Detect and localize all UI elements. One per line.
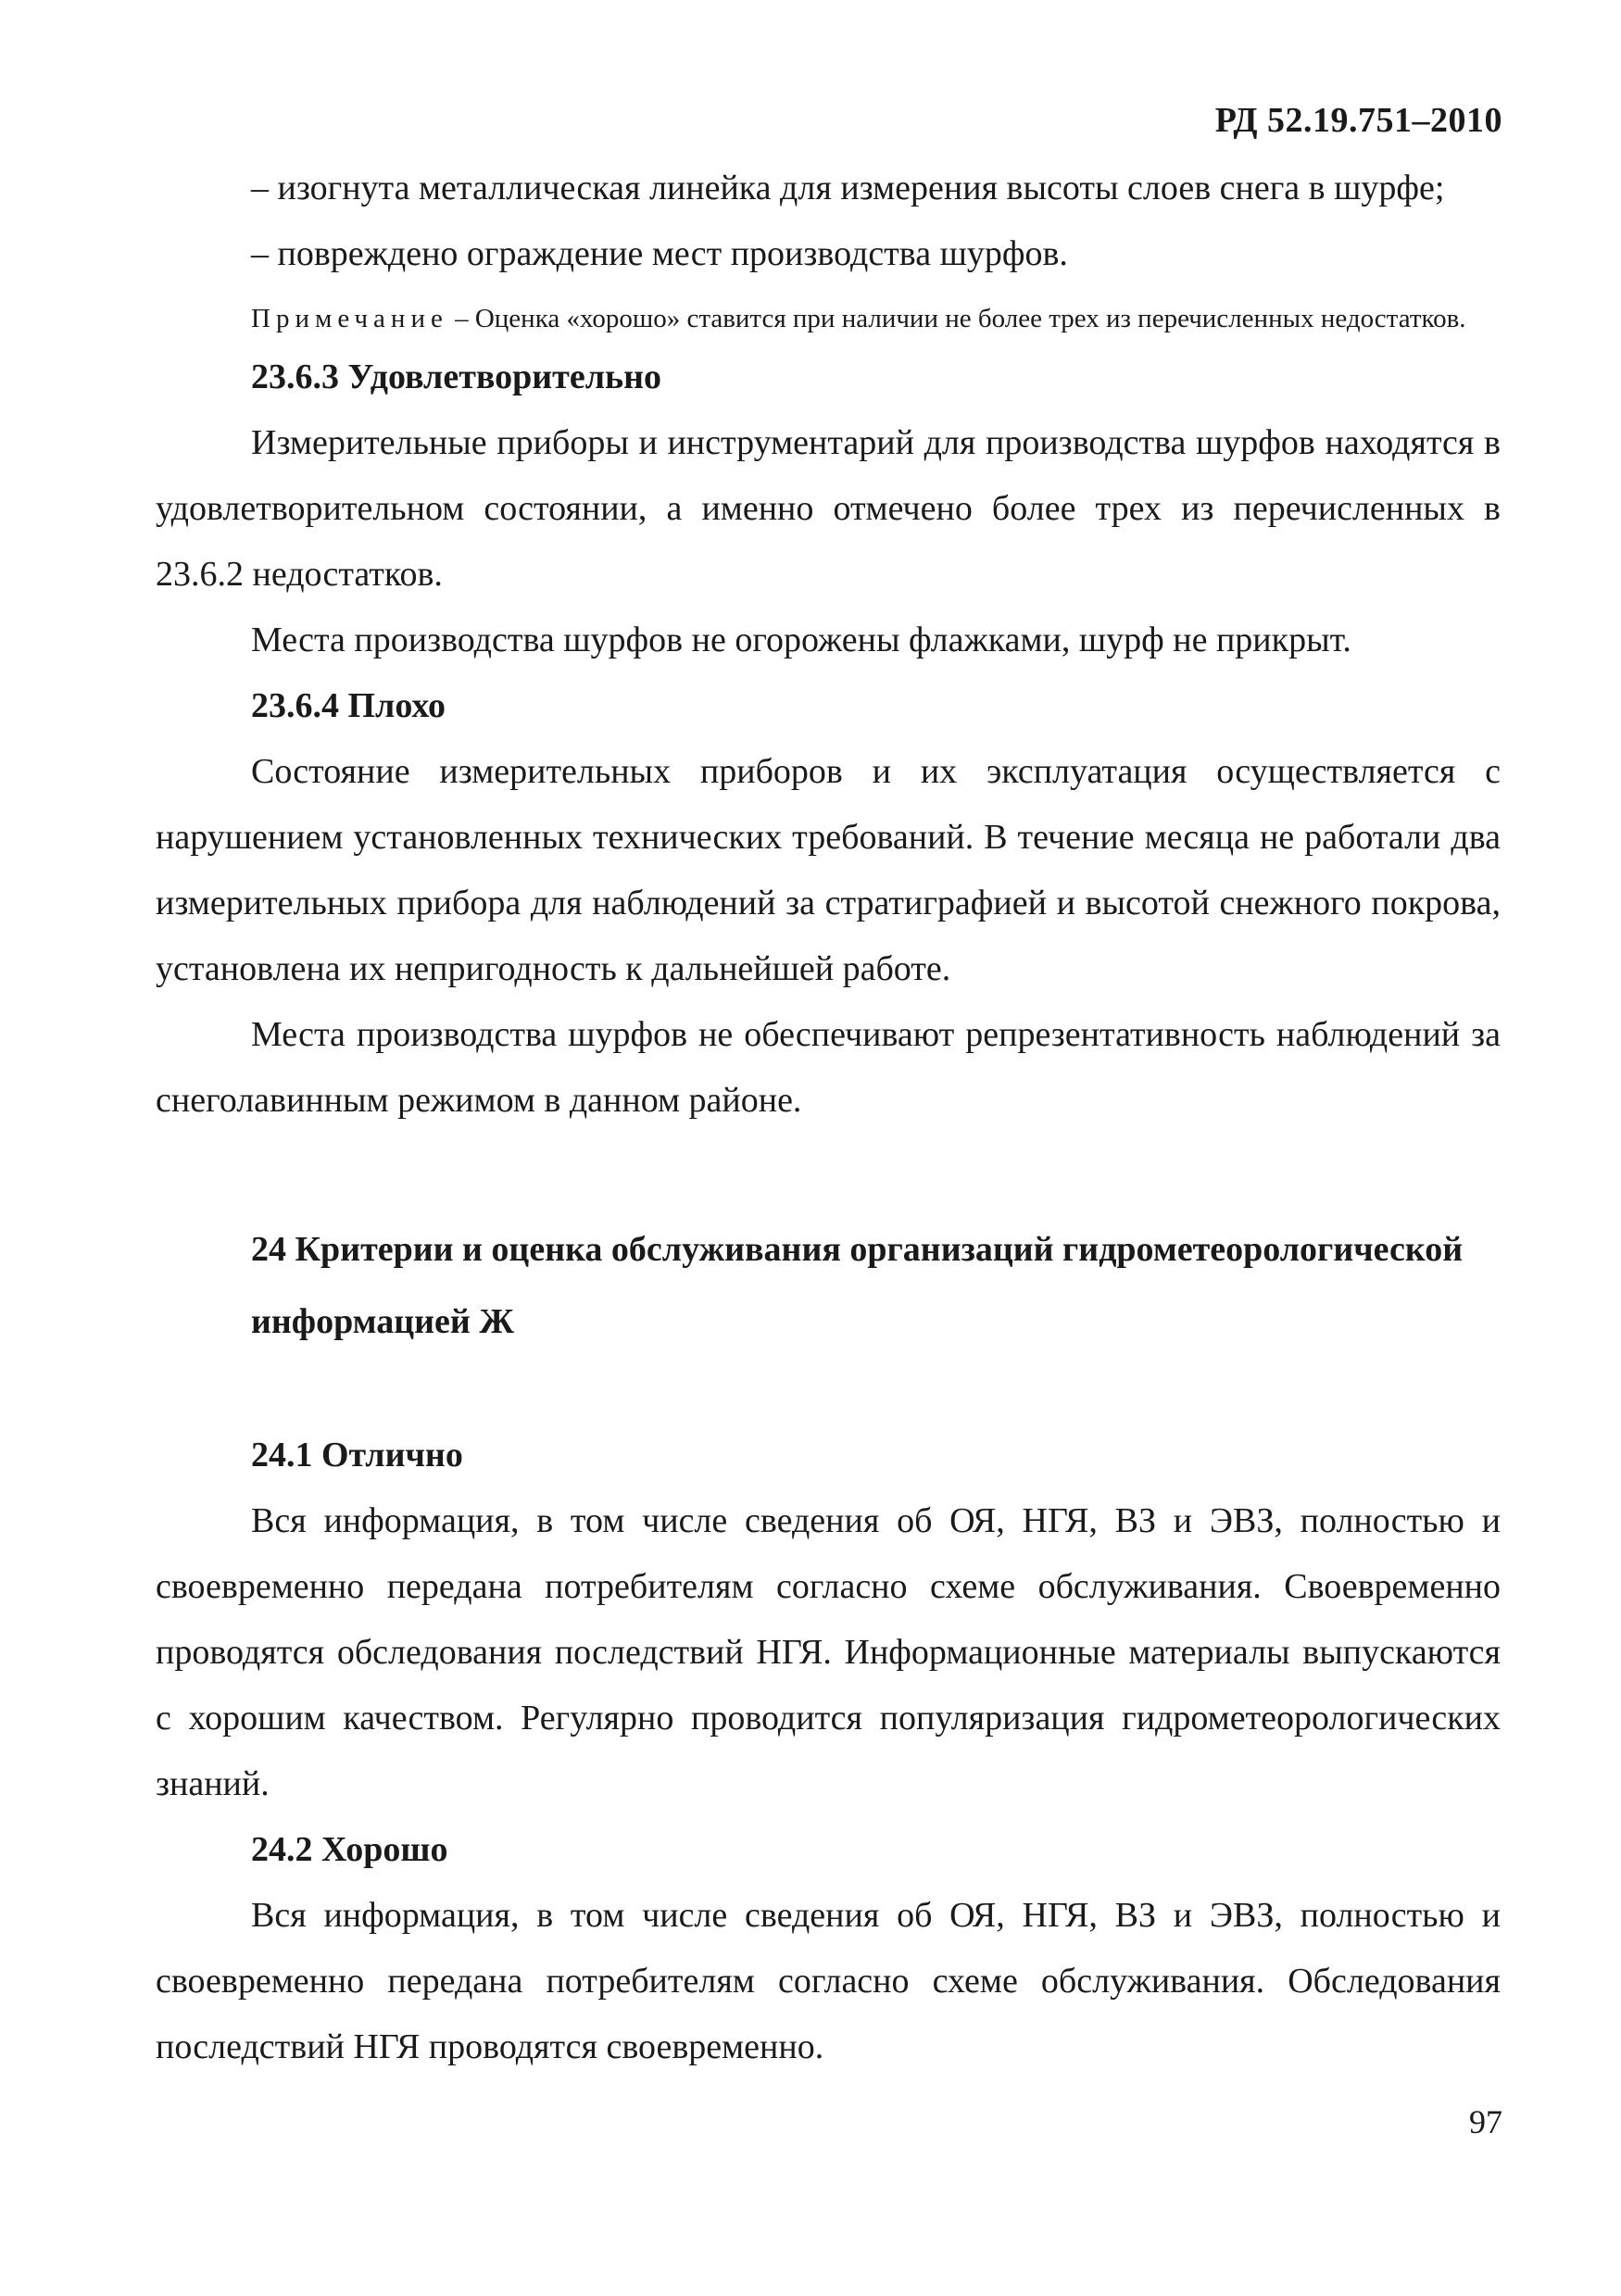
document-code-header: РД 52.19.751–2010 [1214,101,1502,140]
note-label: Примечание [251,304,448,333]
note-paragraph [156,293,1501,345]
section-spacer [156,1134,1501,1213]
heading-section-24: 24 Критерии и оценка обслуживания организаций гидрометеорологической информацией Ж [251,1230,1464,1341]
paragraph-satisfactory-instruments: Измерительные приборы и инструментарий для производства шурфов находятся в удовлетворительном состоянии, а именно отмечено более трех из перечисленных в 23.6.2 недостатков. [156,423,1501,594]
paragraph-good: Вся информация, в том числе сведения об ОЯ, НГЯ, ВЗ и ЭВЗ, полностью и своевременно передана потребителям согласно схеме обслуживания. Обследования последствий НГЯ проводятся своевременно. [156,1896,1501,2066]
heading-24-2: 24.2 Хорошо [251,1830,448,1869]
list-item-bent-ruler: – изогнута металлическая линейка для измерения высоты слоев снега в шурфе; [251,169,1445,207]
heading-23-6-4: 23.6.4 Плохо [251,686,446,725]
paragraph-excellent: Вся информация, в том числе сведения об ОЯ, НГЯ, ВЗ и ЭВЗ, полностью и своевременно передана потребителям согласно схеме обслуживания. Своевременно проводятся обследования последствий НГЯ. Информационные материалы выпускаются с хорошим качеством. Регулярно проводится популяризация гидрометеорологических знаний. [156,1501,1501,1803]
heading-23-6-3: 23.6.3 Удовлетворительно [251,358,662,396]
list-item-damaged-fence: – повреждено ограждение мест производства шурфов. [251,234,1068,273]
page-number: 97 [1469,2103,1502,2140]
paragraph-satisfactory-fencing: Места производства шурфов не огорожены флажками, шурф не прикрыт. [251,621,1351,659]
page-content [156,156,1501,2080]
paragraph-bad-representativeness: Места производства шурфов не обеспечивают репрезентативность наблюдений за снеголавинным режимом в данном районе. [156,1015,1501,1120]
note-text: – Оценка «хорошо» ставится при наличии не более трех из перечисленных недостатков. [447,304,1466,333]
section-spacer [156,1358,1501,1423]
heading-24-1: 24.1 Отлично [251,1436,463,1474]
paragraph-bad-instruments: Состояние измерительных приборов и их эксплуатация осуществляется с нарушением установленных технических требований. В течение месяца не работали два измерительных прибора для наблюдений за стратиграфией и высотой снежного покрова, установлена их непригодность к дальнейшей работе. [156,752,1501,988]
